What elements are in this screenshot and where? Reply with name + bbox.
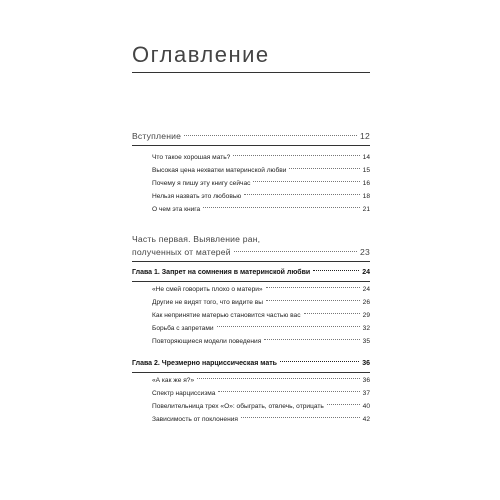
dot-leader [217, 326, 360, 327]
dot-leader [313, 270, 359, 271]
toc-entry-page: 21 [362, 206, 370, 213]
section-divider [132, 261, 370, 262]
toc-chapter-1[interactable] [132, 269, 370, 276]
toc-entry-page: 23 [360, 247, 370, 257]
toc-entry-page: 37 [362, 390, 370, 397]
toc-entry[interactable] [152, 377, 370, 384]
toc-entry-title: Спектр нарциссизма [152, 390, 216, 397]
toc-entry-page: 36 [362, 377, 370, 384]
toc-entry-title: Повелительница трех «О»: обыграть, отвлечь, отрицать [152, 403, 324, 410]
toc-entry-page: 35 [362, 338, 370, 345]
part-title-line1: Часть первая. Выявление ран, [132, 234, 261, 244]
toc-entry-title: «А как же я?» [152, 377, 195, 384]
dot-leader [266, 287, 360, 288]
chapter-title: Глава 2. Чрезмерно нарциссическая мать [132, 360, 277, 367]
toc-entry[interactable] [152, 286, 370, 293]
page-title: Оглавление [132, 42, 270, 67]
toc-entry-part1[interactable] [132, 247, 370, 257]
section-divider [132, 145, 370, 146]
dot-leader [289, 168, 359, 169]
dot-leader [218, 391, 359, 392]
dot-leader [197, 378, 360, 379]
toc-entry-page: 15 [362, 167, 370, 174]
toc-entry-title: Что такое хорошая мать? [152, 154, 231, 161]
toc-entry-title: Зависимость от поклонения [152, 416, 238, 423]
toc-entry[interactable] [152, 167, 370, 174]
toc-entry-intro[interactable] [132, 131, 370, 141]
toc-entry[interactable] [152, 325, 370, 332]
toc-entry[interactable] [152, 299, 370, 306]
title-underline [132, 72, 370, 73]
toc-entry-page: 40 [362, 403, 370, 410]
toc-entry[interactable] [152, 154, 370, 161]
dot-leader [280, 361, 359, 362]
toc-entry-title: «Не смей говорить плохо о матери» [152, 286, 263, 293]
toc-entry-title: Вступление [132, 131, 182, 141]
toc-chapter-2[interactable] [132, 360, 370, 367]
dot-leader [203, 207, 359, 208]
toc-entry-page: 16 [362, 180, 370, 187]
toc-entry-title: Борьба с запретами [152, 325, 214, 332]
dot-leader [244, 194, 359, 195]
toc-entry-page: 42 [362, 416, 370, 423]
toc-entry-title: Другие не видят того, что видите вы [152, 299, 264, 306]
dot-leader [233, 155, 359, 156]
toc-entry-title: О чем эта книга [152, 206, 201, 213]
chapter-page: 36 [362, 360, 370, 367]
toc-entry-title: Высокая цена нехватки материнской любви [152, 167, 287, 174]
dot-leader [234, 251, 357, 252]
toc-entry-title: Нельзя назвать это любовью [152, 193, 242, 200]
toc-entry[interactable] [152, 416, 370, 423]
toc-entry-page: 26 [362, 299, 370, 306]
chapter-divider [132, 281, 370, 282]
chapter-page: 24 [362, 269, 370, 276]
toc-entry-page: 24 [362, 286, 370, 293]
dot-leader [184, 135, 357, 136]
dot-leader [264, 339, 359, 340]
toc-entry-title: Почему я пишу эту книгу сейчас [152, 180, 251, 187]
dot-leader [327, 404, 360, 405]
chapter-title: Глава 1. Запрет на сомнения в материнской любви [132, 269, 311, 276]
dot-leader [304, 313, 360, 314]
toc-entry-page: 12 [360, 131, 370, 141]
dot-leader [266, 300, 360, 301]
toc-entry[interactable] [152, 193, 370, 200]
toc-entry-page: 14 [362, 154, 370, 161]
toc-entry[interactable] [152, 206, 370, 213]
toc-entry-title: Повторяющиеся модели поведения [152, 338, 262, 345]
toc-entry-page: 32 [362, 325, 370, 332]
toc-entry-page: 18 [362, 193, 370, 200]
dot-leader [253, 181, 359, 182]
toc-entry[interactable] [152, 390, 370, 397]
toc-entry[interactable] [152, 180, 370, 187]
toc-entry[interactable] [152, 403, 370, 410]
toc-entry-page: 29 [362, 312, 370, 319]
dot-leader [241, 417, 360, 418]
chapter-divider [132, 372, 370, 373]
part-title-line2: полученных от матерей [132, 247, 231, 257]
toc-entry[interactable] [152, 338, 370, 345]
toc-entry[interactable] [152, 312, 370, 319]
toc-entry-title: Как непринятие матерью становится частью вас [152, 312, 301, 319]
